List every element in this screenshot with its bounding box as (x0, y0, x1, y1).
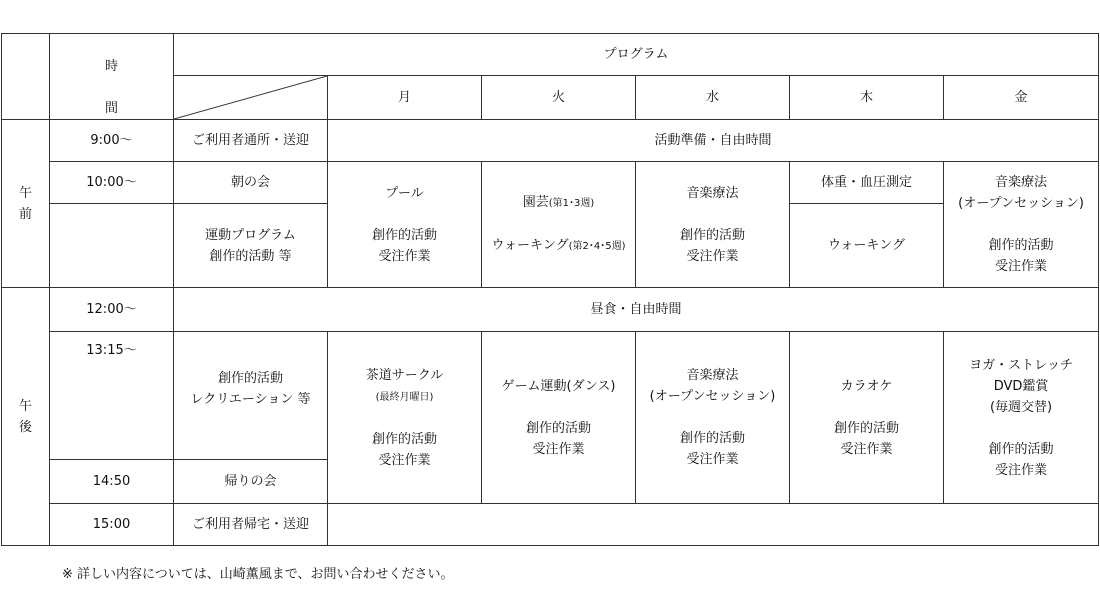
time-header-char-1: 時 (104, 58, 118, 74)
am-thu-top: 体重・血圧測定 (790, 162, 944, 204)
am-tue-2: ウォーキング (491, 238, 569, 253)
day-header-thu: 木 (790, 76, 944, 120)
time-1450: 14:50 (50, 460, 174, 504)
diagonal-line (174, 76, 327, 119)
am-mon (328, 162, 482, 288)
period-pm: 午 後 (2, 288, 50, 546)
pm-tue: ゲーム運動(ダンス) 創作的活動 受注作業 (482, 332, 636, 504)
am-mon-text: プール 創作的活動 受注作業 (371, 185, 437, 264)
pm-thu: カラオケ 創作的活動 受注作業 (790, 332, 944, 504)
period-am: 午 前 (2, 120, 50, 288)
pm-mon (328, 332, 482, 504)
weekly-program-table (1, 33, 1099, 546)
time-1000: 10:00〜 (50, 162, 174, 204)
am-tue-2-small: (第2･4･5週) (568, 241, 626, 252)
time-1315: 13:15〜 (50, 332, 174, 460)
time-header (50, 34, 174, 120)
day-header-fri: 金 (944, 76, 1099, 120)
am-thu-bottom: ウォーキング (790, 204, 944, 288)
empty-departure-span (328, 504, 1099, 546)
am-fri: 音楽療法 (オープンセッション) 創作的活動 受注作業 (944, 162, 1099, 288)
activity-departure: ご利用者帰宅・送迎 (174, 504, 328, 546)
activity-closing-meeting: 帰りの会 (174, 460, 328, 504)
span-lunch: 昼食・自由時間 (174, 288, 1099, 332)
footnote: ※ 詳しい内容については、山崎薫風まで、お問い合わせください。 (62, 567, 454, 582)
activity-morning-meeting: 朝の会 (174, 162, 328, 204)
activity-creative-rec: 創作的活動 レクリエーション 等 (174, 332, 328, 460)
am-tue-1: 園芸 (522, 195, 549, 210)
span-morning-free: 活動準備・自由時間 (328, 120, 1099, 162)
time-1200: 12:00〜 (50, 288, 174, 332)
day-header-wed: 水 (636, 76, 790, 120)
pm-mon-small: (最終月曜日) (375, 391, 434, 403)
diagonal-header-cell (174, 76, 328, 120)
time-header-char-2: 間 (104, 100, 118, 116)
am-tue-1-small: (第1･3週) (548, 198, 595, 209)
am-tue (482, 162, 636, 288)
activity-exercise: 運動プログラム 創作的活動 等 (174, 204, 328, 288)
time-1500: 15:00 (50, 504, 174, 546)
pm-wed: 音楽療法 (オープンセッション) 創作的活動 受注作業 (636, 332, 790, 504)
program-title: プログラム (174, 34, 1099, 76)
activity-arrival: ご利用者通所・送迎 (174, 120, 328, 162)
pm-mon-1: 茶道サークル (365, 367, 444, 383)
pm-fri: ヨガ・ストレッチ DVD鑑賞 (毎週交替) 創作的活動 受注作業 (944, 332, 1099, 504)
am-wed: 音楽療法 創作的活動 受注作業 (636, 162, 790, 288)
time-0900: 9:00〜 (50, 120, 174, 162)
corner-cell (2, 34, 50, 120)
day-header-mon: 月 (328, 76, 482, 120)
day-header-tue: 火 (482, 76, 636, 120)
pm-mon-2: 創作的活動 受注作業 (371, 431, 437, 468)
